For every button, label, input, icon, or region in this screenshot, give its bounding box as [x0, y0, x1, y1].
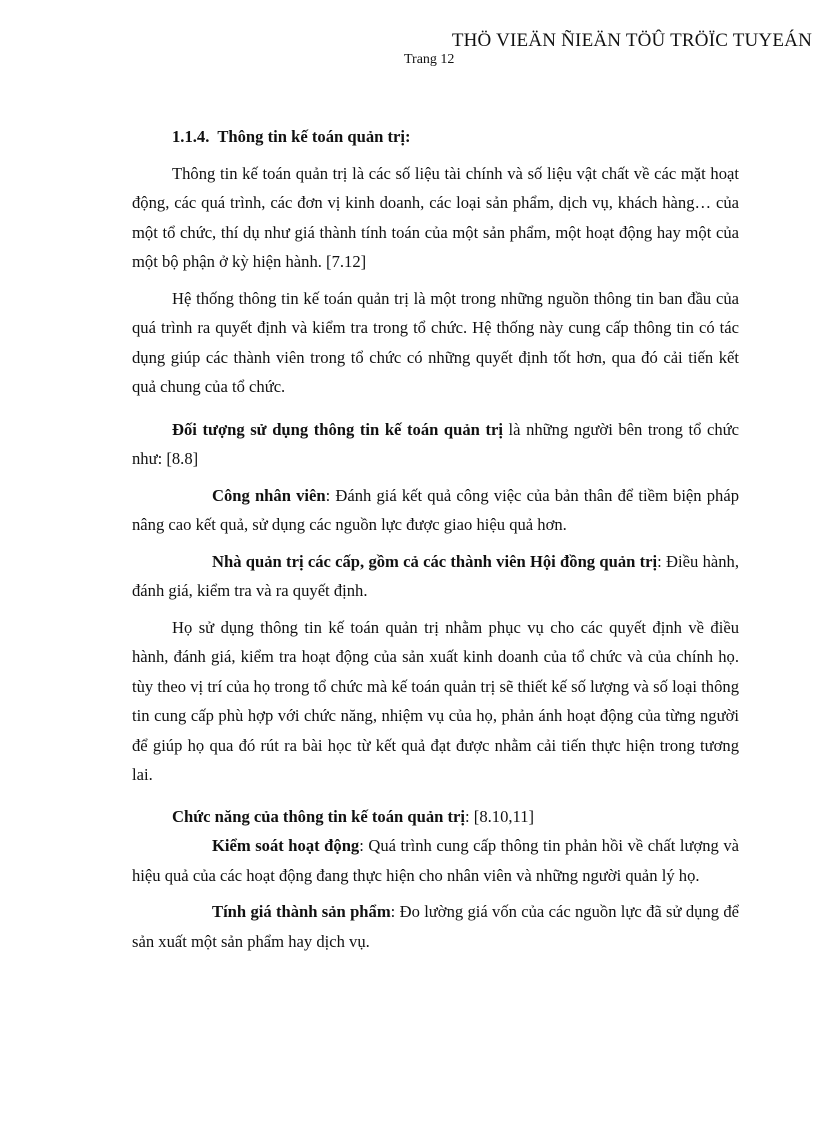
employees-text: : Đánh giá kết quả công việc của bản thân để tiềm biện pháp nâng cao kết quả, sử dụng các nguồn lực được giao hiệu quả hơn. — [132, 485, 739, 534]
managers-term: Nhà quản trị các cấp, gồm cả các thành viên Hội đồng quản trị — [212, 551, 658, 571]
paragraph-system: Hệ thống thông tin kế toán quản trị là một trong những nguồn thông tin ban đầu của quá trình ra quyết định và kiểm tra trong tổ chức. Hệ thống này cung cấp thông tin có tác dụng giúp các thành viên trong tổ chức có những quyết định tốt hơn, qua đó cải tiến kết quả chung của tổ chức. — [132, 288, 739, 396]
paragraph-definition: Thông tin kế toán quản trị là các số liệu tài chính và số liệu vật chất về các mặt hoạt động, các quá trình, các đơn vị kinh doanh, các loại sản phẩm, dịch vụ, khách hàng… của một tổ chức, thí dụ như giá thành tính toán của một sản phẩm, một hoạt động hay một của một bộ phận ở kỳ hiện hành. [7.12] — [132, 163, 739, 271]
section-title: Thông tin kế toán quản trị: — [217, 127, 411, 146]
library-header-title: THÖ VIEÄN ÑIEÄN TÖÛ TRÖÏC TUYEÁN — [451, 30, 812, 51]
control-text: : Quá trình cung cấp thông tin phản hồi về chất lượng và hiệu quả của các hoạt động đang thực hiện cho nhân viên và những người quản lý họ. — [132, 836, 739, 885]
functions-term: Chức năng của thông tin kế toán quản trị — [172, 806, 466, 826]
functions-text: : [8.10,11] — [465, 806, 535, 826]
paragraph-costing — [132, 897, 739, 956]
section-heading — [132, 122, 739, 152]
managers-text: : Điều hành, đánh giá, kiểm tra và ra quyết định. — [132, 551, 739, 600]
paragraph-functions — [132, 802, 739, 832]
users-text: là những người bên trong tổ chức như: [8.8] — [132, 419, 739, 468]
paragraph-users — [132, 415, 739, 474]
paragraph-managers — [132, 547, 739, 606]
document-body — [132, 122, 739, 956]
costing-term: Tính giá thành sản phẩm — [212, 902, 391, 921]
paragraph-control — [132, 831, 739, 890]
page-number: Trang 12 — [404, 52, 455, 67]
employees-term: Công nhân viên — [212, 485, 326, 505]
users-term: Đối tượng sử dụng thông tin kế toán quản trị — [172, 419, 503, 439]
paragraph-usage: Họ sử dụng thông tin kế toán quản trị nhằm phục vụ cho các quyết định về điều hành, đánh giá, kiểm tra hoạt động của sản xuất kinh doanh của tổ chức và của chính họ. tùy theo vị trí của họ trong tổ chức mà kế toán quản trị sẽ thiết kế số lượng và số loại thông tin cung cấp phù hợp với chức năng, nhiệm vụ của họ, phản ánh hoạt động của từng người để giúp họ qua đó rút ra bài học từ kết quả đạt được nhằm cải tiến thực hiện trong tương lai. — [132, 617, 739, 784]
paragraph-employees — [132, 481, 739, 540]
costing-text: : Đo lường giá vốn của các nguồn lực đã sử dụng để sản xuất một sản phẩm hay dịch vụ. — [132, 902, 739, 951]
control-term: Kiểm soát hoạt động — [212, 836, 360, 855]
section-number: 1.1.4. — [172, 127, 210, 146]
